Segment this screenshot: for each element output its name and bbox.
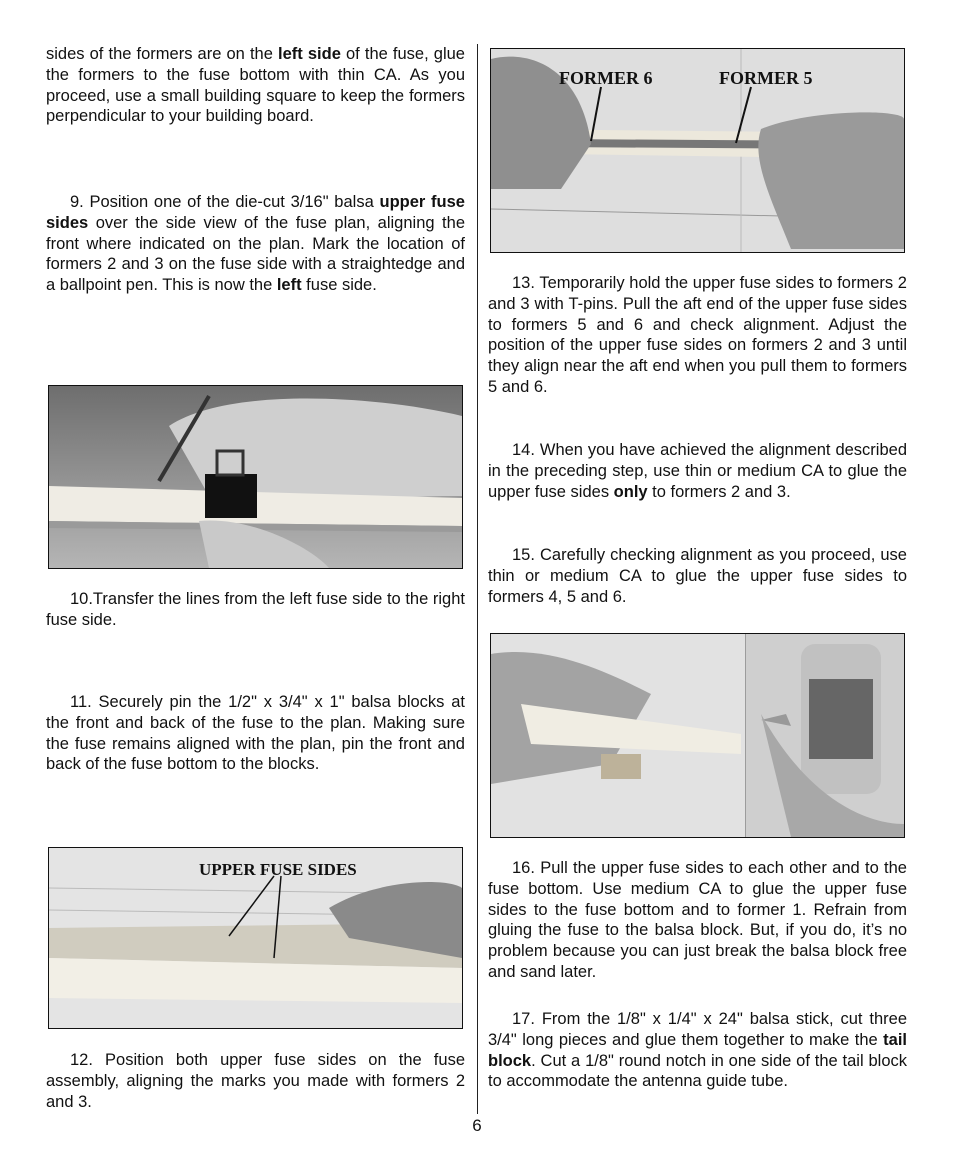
photo-formers-5-6 xyxy=(490,48,905,253)
label-former-6: FORMER 6 xyxy=(559,68,653,88)
paragraph-step-11: 11. Securely pin the 1/2" x 3/4" x 1" balsa blocks at the front and back of the fuse to the plan. Making sure the fuse remains aligned with the plan, pin the front and back of the fuse bottom to the blocks. xyxy=(46,693,465,774)
label-upper-fuse-sides: UPPER FUSE SIDES xyxy=(199,860,357,879)
paragraph-intro: sides of the formers are on the left side of the fuse, glue the formers to the fuse bottom with thin CA. As you proceed, use a small building square to keep the formers perpendicular to your building board. xyxy=(46,45,465,126)
paragraph-step-10: 10.Transfer the lines from the left fuse side to the right fuse side. xyxy=(46,590,465,629)
photo-gluing-ca xyxy=(490,633,905,838)
paragraph-step-17: 17. From the 1/8" x 1/4" x 24" balsa stick, cut three 3/4" long pieces and glue them together to make the tail block. Cut a 1/8" round notch in one side of the tail block to accommodate the antenna guide tube. xyxy=(488,1010,907,1091)
paragraph-step-12: 12. Position both upper fuse sides on the fuse assembly, aligning the marks you made with formers 2 and 3. xyxy=(46,1051,465,1111)
paragraph-step-15: 15. Carefully checking alignment as you proceed, use thin or medium CA to glue the upper fuse sides to formers 4, 5 and 6. xyxy=(488,546,907,606)
paragraph-step-13: 13. Temporarily hold the upper fuse sides to formers 2 and 3 with T-pins. Pull the aft end of the upper fuse sides to formers 5 and 6 and check alignment. Adjust the position of the upper fuse sides on formers 2 and 3 until they align near the aft end when you pull them to formers 5 and 6. xyxy=(488,274,907,396)
paragraph-step-14: 14. When you have achieved the alignment described in the preceding step, use thin or medium CA to glue the upper fuse sides only to formers 2 and 3. xyxy=(488,441,907,501)
photo-marking-fuse-side xyxy=(48,385,463,569)
photo-upper-fuse-sides xyxy=(48,847,463,1029)
column-divider xyxy=(477,44,478,1114)
paragraph-step-16: 16. Pull the upper fuse sides to each other and to the fuse bottom. Use medium CA to glue the upper fuse sides to the fuse bottom and to former 1. Refrain from gluing the fuse to the balsa block. But, if you do, it’s no problem because you can just break the balsa block free and sand later. xyxy=(488,859,907,981)
paragraph-step-9: 9. Position one of the die-cut 3/16" balsa upper fuse sides over the side view of the fuse plan, aligning the front where indicated on the plan. Mark the location of formers 2 and 3 on the fuse side with a straightedge and a ballpoint pen. This is now the left fuse side. xyxy=(46,193,465,295)
page-number: 6 xyxy=(472,1116,482,1135)
label-former-5: FORMER 5 xyxy=(719,68,813,88)
